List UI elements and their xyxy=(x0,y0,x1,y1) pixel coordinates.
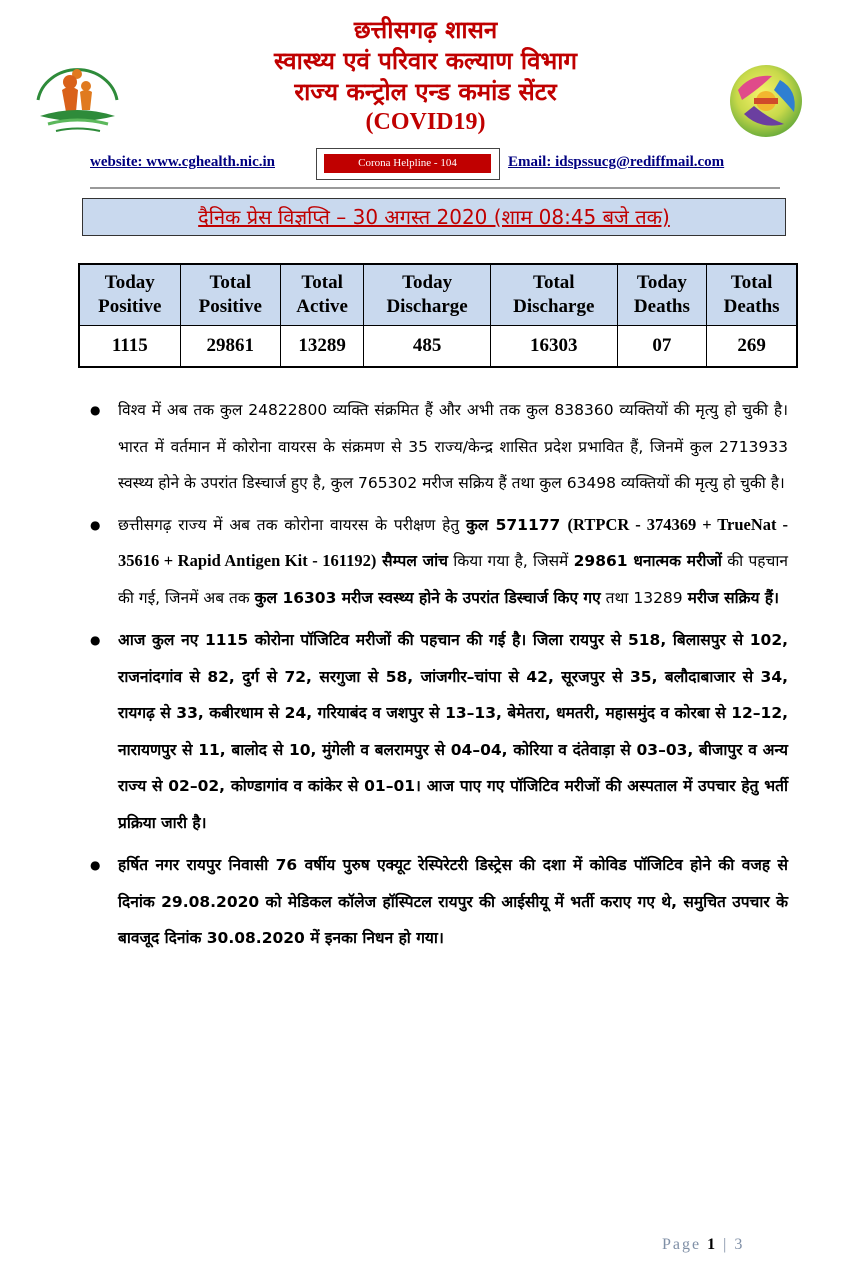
bullet-today-new-cases: ● आज कुल नए 1115 कोरोना पॉजिटिव मरीजों की पहचान की गई है। जिला रायपुर से 518, बिलासपुर से 102, राजनांदगांव से 82, दुर्ग से 72, सरगुजा से 58, जांजगीर–चांपा से 42, सूरजपुर से 35, बलौदाबाजार से 34, रायगढ़ से 33, कबीरधाम से 24, गरियाबंद व जशपुर से 13–13, बेमेतरा, धमतरी, महासमुंद व कोरबा से 12–12, नारायणपुर से 11, बालोद से 10, मुंगेली व बलरामपुर से 04–04, कोरिया व दंतेवाड़ा से 03–03, बीजापुर व अन्य राज्य से 02–02, कोण्डागांव व कांकेर से 01–01। आज पाए गए पॉजिटिव मरीजों की अस्पताल में उपचार हेतु भर्ती प्रक्रिया जारी है। xyxy=(88,622,788,841)
header-total-discharge: Total Discharge xyxy=(490,264,617,326)
header-total-positive: Total Positive xyxy=(180,264,280,326)
department-title: स्वास्थ्य एवं परिवार कल्याण विभाग xyxy=(273,47,578,75)
value-today-discharge: 485 xyxy=(364,326,491,368)
helpline-badge: Corona Helpline - 104 xyxy=(324,154,491,173)
helpline-box xyxy=(316,148,500,180)
page-number: 1 xyxy=(707,1236,718,1253)
header-today-deaths: Today Deaths xyxy=(617,264,707,326)
covid-title: (COVID19) xyxy=(365,109,486,135)
covid-stats-table xyxy=(78,263,798,368)
header-total-active: Total Active xyxy=(280,264,363,326)
press-release-banner xyxy=(82,198,786,236)
page-label: Page xyxy=(662,1236,702,1253)
divider xyxy=(90,187,780,189)
page-total: 3 xyxy=(734,1236,745,1253)
control-center-title: राज्य कन्ट्रोल एन्ड कमांड सेंटर xyxy=(294,78,557,106)
value-total-discharge: 16303 xyxy=(490,326,617,368)
header-today-positive: Today Positive xyxy=(79,264,180,326)
bullet-death-report: ● हर्षित नगर रायपुर निवासी 76 वर्षीय पुरुष एक्यूट रेस्पिरेटरी डिस्ट्रेस की दशा में कोविड पॉजिटिव होने की वजह से दिनांक 29.08.2020 को मेडिकल कॉलेज हॉस्पिटल रायपुर की आईसीयू में भर्ती कराए गए थे, समुचित उपचार के बावजूद दिनांक 30.08.2020 में इनका निधन हो गया। xyxy=(88,847,788,957)
cg-health-department-logo-icon xyxy=(30,60,125,138)
value-today-deaths: 07 xyxy=(617,326,707,368)
website-link[interactable]: website: www.cghealth.nic.in xyxy=(90,154,275,170)
globe-logo-icon xyxy=(720,60,812,142)
header-today-discharge: Today Discharge xyxy=(364,264,491,326)
email-link[interactable]: Email: idspssucg@rediffmail.com xyxy=(508,154,725,170)
value-total-deaths: 269 xyxy=(707,326,797,368)
bullet-world-india-status: ● विश्व में अब तक कुल 24822800 व्यक्ति संक्रमित हैं और अभी तक कुल 838360 व्यक्तियों की मृत्यु हो चुकी है। भारत में वर्तमान में कोरोना वायरस के संक्रमण से 35 राज्य/केन्द्र शासित प्रदेश प्रभावित हैं, जिनमें कुल 2713933 स्वस्थ्य होने के उपरांत डिस्चार्ज हुए है, कुल 765302 मरीज सक्रिय हैं तथा कुल 63498 व्यक्तियों की मृत्यु हो चुकी है। xyxy=(88,392,788,502)
page-separator: | xyxy=(723,1236,729,1253)
table-row xyxy=(79,326,797,368)
bullet-state-testing: ● छत्तीसगढ़ राज्य में अब तक कोरोना वायरस के परीक्षण हेतु कुल 571177 (RTPCR - 374369 + TrueNat - 35616 + Rapid Antigen Kit - 161192) सैम्पल जांच किया गया है, जिसमें 29861 धनात्मक मरीजों की पहचान की गई, जिनमें अब तक कुल 16303 मरीज स्वस्थ्य होने के उपरांत डिस्चार्ज किए गए तथा 13289 मरीज सक्रिय हैं। xyxy=(88,507,788,617)
value-total-positive: 29861 xyxy=(180,326,280,368)
value-today-positive: 1115 xyxy=(79,326,180,368)
header-total-deaths: Total Deaths xyxy=(707,264,797,326)
value-total-active: 13289 xyxy=(280,326,363,368)
page-footer xyxy=(662,1236,744,1254)
contact-row xyxy=(90,148,790,182)
table-header-row xyxy=(79,264,797,326)
press-release-title: दैनिक प्रेस विज्ञप्ति – 30 अगस्त 2020 (शाम 08:45 बजे तक) xyxy=(198,205,670,229)
govt-title: छत्तीसगढ़ शासन xyxy=(353,16,498,44)
bulletin-points xyxy=(88,392,788,957)
